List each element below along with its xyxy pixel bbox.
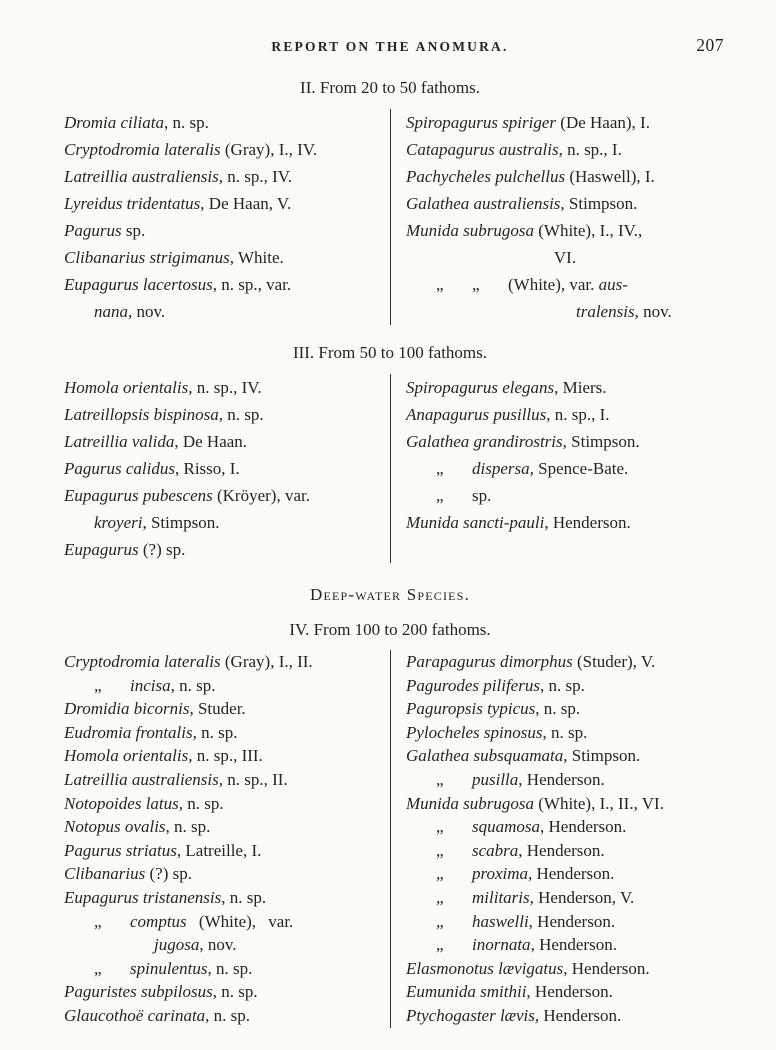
- section-title-iv: IV. From 100 to 200 fathoms.: [289, 620, 491, 639]
- annotation-text: , Latreille, I.: [176, 840, 262, 860]
- species-name: Clibanarius: [64, 864, 146, 884]
- species-name: Eupagurus pubescens: [64, 486, 213, 505]
- ditto-mark: „: [436, 459, 444, 478]
- annotation-text: , Risso, I.: [174, 459, 240, 478]
- species-name: Spiropagurus spiriger: [406, 113, 557, 132]
- entry-line: [64, 744, 376, 768]
- species-name: Eudromia frontalis: [64, 722, 193, 742]
- annotation-text: , n. sp.: [218, 405, 264, 424]
- entry-line: [406, 455, 724, 482]
- species-entry: [64, 136, 376, 163]
- entry-line: [64, 374, 376, 401]
- species-name: nana: [94, 302, 128, 321]
- entry-line: [406, 374, 724, 401]
- annotation-text: VI.: [553, 248, 577, 267]
- ditto-mark: „: [436, 887, 444, 907]
- species-entry: [406, 109, 724, 136]
- species-entry: [406, 374, 724, 401]
- ditto-mark: „: [436, 817, 444, 837]
- species-entry: [64, 697, 376, 721]
- left-column-ii: [54, 109, 390, 325]
- annotation-text: , n. sp.: [170, 675, 216, 695]
- entry-line: [406, 650, 724, 674]
- annotation-text: (Gray), I., II.: [220, 652, 313, 671]
- two-column-list-ii: [54, 109, 726, 325]
- species-entry: [64, 428, 376, 455]
- species-name: Homola orientalis: [64, 378, 189, 397]
- species-name: Pagurus striatus: [64, 840, 177, 860]
- ditto-mark: „: [436, 935, 444, 955]
- annotation-text: , Henderson.: [528, 864, 615, 884]
- species-entry: [406, 428, 724, 455]
- species-entry: [64, 744, 376, 768]
- entry-line: [406, 136, 724, 163]
- entry-line: [64, 839, 376, 863]
- annotation-text: , nov.: [128, 302, 166, 321]
- species-entry: [64, 1004, 376, 1028]
- species-name: Latreillopsis bispinosa: [64, 405, 219, 424]
- species-name: Eupagurus: [64, 540, 139, 559]
- species-name: Paguristes subpilosus: [64, 982, 213, 1002]
- species-entry: [406, 482, 724, 509]
- ditto-mark: „: [436, 486, 444, 505]
- species-entry: [406, 768, 724, 792]
- species-name: Galathea grandirostris: [406, 432, 563, 451]
- entry-line: [406, 886, 724, 910]
- species-entry: [64, 374, 376, 401]
- species-entry: [64, 886, 376, 910]
- entry-line: [406, 674, 724, 698]
- entry-line: [64, 980, 376, 1004]
- species-entry: [406, 401, 724, 428]
- species-entry: [406, 862, 724, 886]
- species-entry: [406, 933, 724, 957]
- species-entry: [64, 244, 376, 271]
- entry-line: [64, 482, 376, 509]
- ditto-mark: „: [94, 911, 102, 931]
- species-entry: [406, 190, 724, 217]
- annotation-text: , n. sp.: [212, 982, 258, 1002]
- annotation-text: , n. sp.: [539, 675, 585, 695]
- species-entry: [64, 980, 376, 1004]
- species-name: dispersa: [472, 459, 530, 478]
- annotation-text: (Studer), V.: [572, 652, 656, 671]
- entry-line: [64, 815, 376, 839]
- annotation-text: , n. sp.: [535, 699, 581, 719]
- species-entry: [406, 744, 724, 768]
- annotation-text: , n. sp.: [178, 793, 224, 813]
- species-entry: [406, 815, 724, 839]
- right-column-iii: [390, 374, 726, 563]
- species-name: Notopoides latus: [64, 793, 179, 813]
- annotation-text: (Haswell), I.: [565, 167, 655, 186]
- species-name: squamosa: [472, 817, 541, 837]
- species-name: incisa: [130, 675, 171, 695]
- entry-line: [406, 910, 724, 934]
- left-column-iii: [54, 374, 390, 563]
- annotation-text: , Miers.: [554, 378, 607, 397]
- species-entry: [64, 109, 376, 136]
- entry-line: [64, 768, 376, 792]
- annotation-text: , n. sp., I.: [558, 140, 622, 159]
- ditto-mark: „: [436, 769, 444, 789]
- annotation-text: (Kröyer), var.: [212, 486, 310, 505]
- species-name: Galathea subsquamata: [406, 746, 564, 766]
- annotation-text: (White), var.: [508, 275, 599, 294]
- running-head: REPORT ON THE ANOMURA.: [271, 39, 509, 54]
- annotation-text: , Henderson.: [530, 935, 617, 955]
- entry-line: [64, 674, 376, 698]
- species-name: Eumunida smithii: [406, 982, 527, 1002]
- species-name: Elasmonotus lævigatus: [406, 958, 564, 978]
- entry-line: [406, 482, 724, 509]
- entry-line: [406, 721, 724, 745]
- page-header: [54, 34, 726, 62]
- species-name: Eupagurus lacertosus: [64, 275, 213, 294]
- entry-line: [64, 271, 376, 298]
- annotation-text: , Henderson.: [518, 769, 605, 789]
- species-name: Ptychogaster lævis: [406, 1005, 535, 1025]
- section-title-iii: III. From 50 to 100 fathoms.: [292, 343, 488, 362]
- annotation-text: , Henderson.: [563, 958, 650, 978]
- annotation-text: , n. sp., I.: [546, 405, 610, 424]
- entry-line: [64, 650, 376, 674]
- annotation-text: , Stimpson.: [563, 746, 641, 766]
- species-name: spinulentus: [130, 958, 208, 978]
- species-name: Parapagurus dimorphus: [406, 652, 573, 671]
- entry-line: [406, 271, 724, 298]
- entry-line: [64, 792, 376, 816]
- species-name: Pylocheles spinosus: [406, 722, 543, 742]
- species-entry: [64, 768, 376, 792]
- species-name: Eupagurus tristanensis: [64, 887, 222, 907]
- entry-line: [406, 163, 724, 190]
- annotation-text: , Stimpson.: [562, 432, 640, 451]
- species-name: Dromia ciliata: [64, 113, 164, 132]
- species-entry: [64, 271, 376, 325]
- section-50-100-fathoms: [54, 343, 726, 563]
- entry-line: [406, 428, 724, 455]
- entry-line: [64, 298, 376, 325]
- entry-line: [64, 957, 376, 981]
- species-entry: [406, 721, 724, 745]
- annotation-text: sp.: [472, 486, 492, 505]
- species-name: comptus: [130, 911, 187, 931]
- species-name: Spiropagurus elegans: [406, 378, 555, 397]
- species-name: proxima: [472, 864, 529, 884]
- ditto-mark: „: [436, 911, 444, 931]
- species-entry: [64, 721, 376, 745]
- species-entry: [64, 163, 376, 190]
- annotation-text: , De Haan, V.: [200, 194, 292, 213]
- species-entry: [64, 957, 376, 981]
- ditto-mark: „: [94, 675, 102, 695]
- entry-line: [64, 109, 376, 136]
- entry-line: [64, 886, 376, 910]
- annotation-text: , nov.: [634, 302, 672, 321]
- right-column-ii: [390, 109, 726, 325]
- annotation-text: , n. sp., IV.: [188, 378, 262, 397]
- entry-line: [406, 980, 724, 1004]
- ditto-mark: „: [436, 864, 444, 884]
- annotation-text: , Studer.: [189, 699, 246, 719]
- page-number: 207: [696, 35, 724, 55]
- annotation-text: , n. sp., IV.: [218, 167, 293, 186]
- species-entry: [406, 509, 724, 536]
- species-entry: [64, 482, 376, 536]
- annotation-text: , n. sp.: [207, 958, 253, 978]
- species-entry: [64, 401, 376, 428]
- species-name: Notopus ovalis: [64, 817, 166, 837]
- species-entry: [406, 163, 724, 190]
- species-entry: [406, 650, 724, 674]
- species-entry: [64, 217, 376, 244]
- annotation-text: (De Haan), I.: [556, 113, 650, 132]
- ditto-mark: „: [436, 275, 444, 294]
- entry-line: [406, 768, 724, 792]
- section-20-50-fathoms: [54, 78, 726, 325]
- species-entry: [64, 839, 376, 863]
- species-entry: [64, 862, 376, 886]
- annotation-text: , n. sp., II.: [218, 769, 288, 789]
- entry-line: [406, 1004, 724, 1028]
- annotation-text: (Gray), I., IV.: [220, 140, 318, 159]
- entry-line: [406, 792, 724, 816]
- species-name: haswelli: [472, 911, 529, 931]
- species-entry: [406, 271, 724, 325]
- annotation-text: , Henderson.: [540, 817, 627, 837]
- entry-line: [406, 862, 724, 886]
- species-name: kroyeri: [94, 513, 143, 532]
- species-name: Clibanarius strigimanus: [64, 248, 230, 267]
- species-name: Pachycheles pulchellus: [406, 167, 566, 186]
- entry-line: [64, 455, 376, 482]
- entry-line: [64, 217, 376, 244]
- species-name: Latreillia valida: [64, 432, 175, 451]
- annotation-text: , n. sp.: [163, 113, 209, 132]
- species-name: pusilla: [472, 769, 519, 789]
- annotation-text: , n. sp., var.: [212, 275, 292, 294]
- species-name: Munida subrugosa: [406, 221, 534, 240]
- right-column-iv: [390, 650, 726, 1028]
- annotation-text: , Stimpson.: [560, 194, 638, 213]
- annotation-text: (White), I., IV.,: [533, 221, 643, 240]
- species-name: Pagurus: [64, 221, 122, 240]
- species-name: Munida subrugosa: [406, 793, 534, 813]
- section-title-ii: II. From 20 to 50 fathoms.: [300, 78, 480, 97]
- entry-line: [406, 957, 724, 981]
- species-name: Cryptodromia lateralis: [64, 140, 221, 159]
- entry-line: [64, 536, 376, 563]
- annotation-text: , Henderson.: [526, 982, 613, 1002]
- species-entry: [406, 792, 724, 816]
- annotation-text: , n. sp.: [165, 817, 211, 837]
- ditto-mark: „: [436, 840, 444, 860]
- entry-line: [406, 217, 724, 244]
- species-entry: [64, 815, 376, 839]
- annotation-text: , De Haan.: [174, 432, 248, 451]
- species-entry: [64, 455, 376, 482]
- species-name: Munida sancti-pauli: [406, 513, 545, 532]
- annotation-text: , n. sp.: [542, 722, 588, 742]
- species-entry: [406, 839, 724, 863]
- species-name: tralensis: [576, 302, 635, 321]
- species-entry: [406, 697, 724, 721]
- two-column-list-iii: [54, 374, 726, 563]
- species-entry: [64, 190, 376, 217]
- species-entry: [406, 1004, 724, 1028]
- annotation-text: (?) sp.: [138, 540, 186, 559]
- species-entry: [406, 217, 724, 271]
- species-entry: [64, 650, 376, 674]
- species-name: Latreillia australiensis: [64, 769, 219, 789]
- deep-water-species-heading: Deep-water Species.: [309, 585, 471, 604]
- species-entry: [406, 957, 724, 981]
- entry-line: [64, 136, 376, 163]
- annotation-text: , n. sp.: [205, 1005, 251, 1025]
- entry-line: [64, 244, 376, 271]
- entry-line: [406, 839, 724, 863]
- species-entry: [406, 980, 724, 1004]
- entry-line: [406, 815, 724, 839]
- species-entry: [406, 886, 724, 910]
- species-name: Catapagurus australis: [406, 140, 559, 159]
- species-name: Galathea australiensis: [406, 194, 561, 213]
- species-name: Glaucothoë carinata: [64, 1005, 206, 1025]
- annotation-text: , White.: [229, 248, 284, 267]
- species-entry: [64, 792, 376, 816]
- annotation-text: (White), I., II., VI.: [533, 793, 664, 813]
- species-entry: [64, 674, 376, 698]
- annotation-text: , Henderson.: [528, 911, 616, 931]
- entry-line: [64, 401, 376, 428]
- entry-line: [64, 190, 376, 217]
- left-column-iv: [54, 650, 390, 1028]
- annotation-text: (White), var.: [186, 911, 294, 931]
- entry-line: [64, 721, 376, 745]
- section-100-200-fathoms: [54, 620, 726, 1028]
- species-name: Paguropsis typicus: [406, 699, 536, 719]
- entry-line: [64, 163, 376, 190]
- ditto-mark: „: [472, 275, 480, 294]
- species-entry: [406, 674, 724, 698]
- species-name: Lyreidus tridentatus: [64, 194, 201, 213]
- species-name: Anapagurus pusillus: [406, 405, 547, 424]
- entry-line: [64, 862, 376, 886]
- entry-line: [406, 697, 724, 721]
- annotation-text: , Henderson.: [544, 513, 631, 532]
- annotation-text: , Spence-Bate.: [529, 459, 629, 478]
- species-name: scabra: [472, 840, 519, 860]
- species-entry: [64, 536, 376, 563]
- annotation-text: , n. sp.: [221, 887, 267, 907]
- annotation-text: , Stimpson.: [142, 513, 220, 532]
- entry-line: [64, 910, 376, 934]
- entry-line: [406, 401, 724, 428]
- annotation-text: , n. sp.: [192, 722, 238, 742]
- annotation-text: sp.: [121, 221, 146, 240]
- species-name: aus-: [598, 275, 628, 294]
- entry-line: [406, 244, 724, 271]
- ditto-mark: „: [94, 958, 102, 978]
- annotation-text: (?) sp.: [145, 864, 192, 884]
- species-name: militaris: [472, 887, 530, 907]
- annotation-text: , nov.: [199, 935, 237, 955]
- species-entry: [64, 910, 376, 957]
- annotation-text: , Henderson, V.: [529, 887, 635, 907]
- entry-line: [406, 933, 724, 957]
- species-name: Homola orientalis: [64, 746, 189, 766]
- species-name: inornata: [472, 935, 531, 955]
- entry-line: [64, 509, 376, 536]
- species-name: Latreillia australiensis: [64, 167, 219, 186]
- entry-line: [406, 109, 724, 136]
- species-entry: [406, 136, 724, 163]
- species-entry: [406, 455, 724, 482]
- annotation-text: , n. sp., III.: [188, 746, 263, 766]
- entry-line: [406, 744, 724, 768]
- entry-line: [406, 509, 724, 536]
- species-name: Cryptodromia lateralis: [64, 652, 221, 671]
- entry-line: [64, 428, 376, 455]
- species-entry: [406, 910, 724, 934]
- annotation-text: , Henderson.: [518, 840, 605, 860]
- species-name: Pagurus calidus: [64, 459, 175, 478]
- species-name: jugosa: [154, 935, 200, 955]
- two-column-list-iv: [54, 650, 726, 1028]
- entry-line: [64, 933, 376, 957]
- entry-line: [64, 697, 376, 721]
- entry-line: [406, 190, 724, 217]
- entry-line: [64, 1004, 376, 1028]
- species-name: Pagurodes piliferus: [406, 675, 540, 695]
- entry-line: [406, 298, 724, 325]
- annotation-text: , Henderson.: [534, 1005, 622, 1025]
- species-name: Dromidia bicornis: [64, 699, 190, 719]
